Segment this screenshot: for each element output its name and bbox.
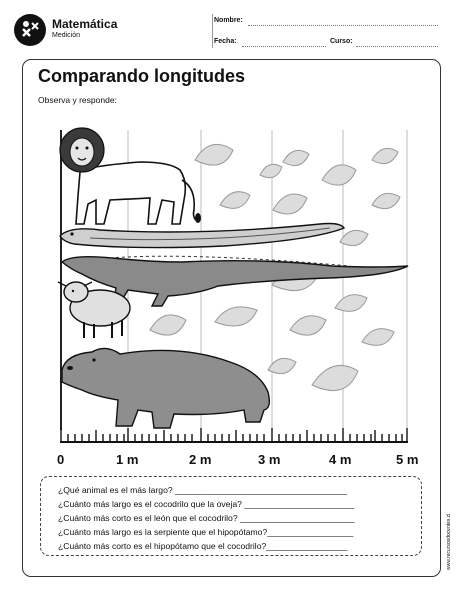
ruler-label-5m: 5 m xyxy=(396,452,419,467)
hippo-icon xyxy=(62,348,269,428)
ruler-label-1m: 1 m xyxy=(116,452,139,467)
lion-icon xyxy=(60,128,201,224)
ruler xyxy=(60,428,408,442)
worksheet-title: Comparando longitudes xyxy=(38,66,245,86)
question-1[interactable]: ¿Qué animal es el más largo? ____________________________________ xyxy=(58,485,348,495)
question-2[interactable]: ¿Cuánto más largo es el cocodrilo que la oveja? _______________________ xyxy=(58,499,355,509)
ruler-label-0: 0 xyxy=(57,452,65,467)
instruction-text: Observa y responde: xyxy=(38,95,117,105)
question-3[interactable]: ¿Cuánto más corto es el león que el cocodrilo? ________________________ xyxy=(58,513,355,523)
unit-subtitle: Medición xyxy=(52,32,81,39)
question-5[interactable]: ¿Cuánto más corto es el hipopótamo que el cocodrilo?_________________ xyxy=(58,541,348,551)
site-credit-text: www.recursosdocentes.cl xyxy=(446,513,452,570)
ruler-ticks xyxy=(61,428,407,442)
snake-icon xyxy=(60,224,344,248)
question-4[interactable]: ¿Cuánto más largo es la serpiente que el hipopótamo?__________________ xyxy=(58,527,354,537)
course-label: Curso: xyxy=(330,38,353,45)
date-label: Fecha: xyxy=(214,38,237,45)
ruler-label-4m: 4 m xyxy=(329,452,352,467)
name-label: Nombre: xyxy=(214,17,243,24)
site-credit xyxy=(446,460,456,570)
ruler-label-2m: 2 m xyxy=(189,452,212,467)
ruler-label-3m: 3 m xyxy=(258,452,281,467)
subject-title: Matemática xyxy=(52,17,118,31)
